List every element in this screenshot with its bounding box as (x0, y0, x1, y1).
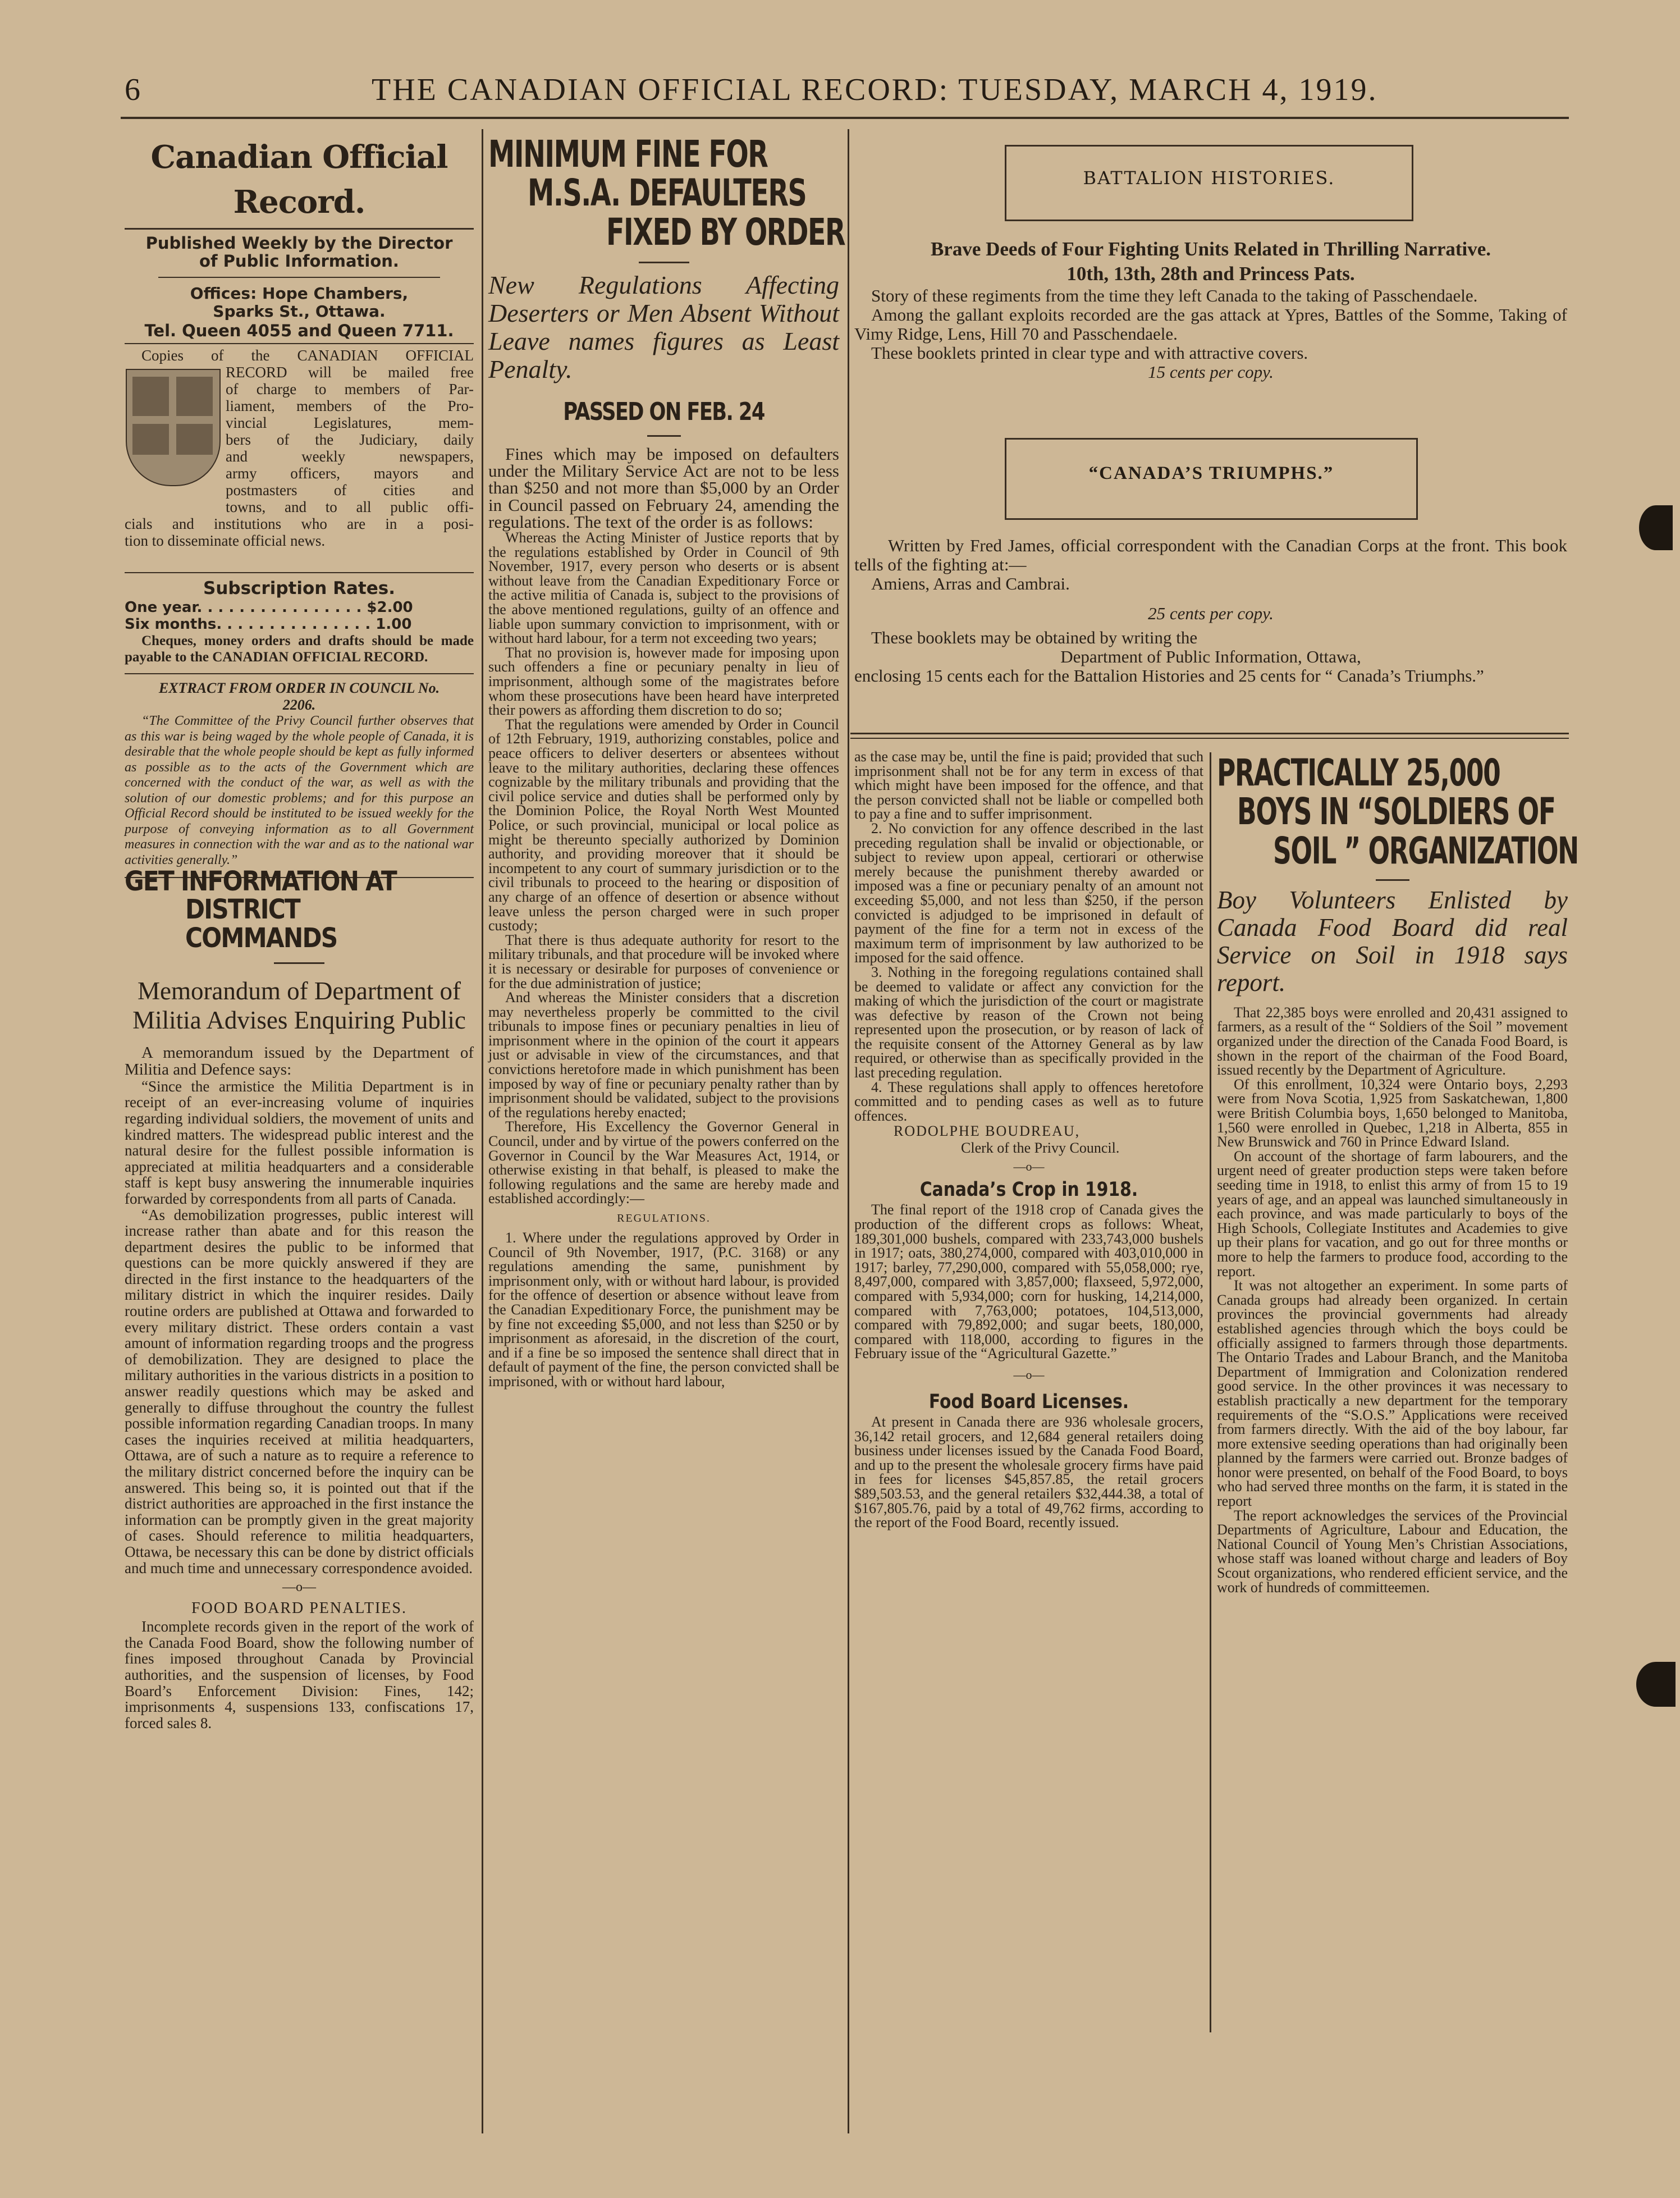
district-para-1: “Since the armistice the Militia Department is in receipt of an ever-increasing volume of inquiries regarding individual soldiers, the movement of units and kindred matters. The widespread public interest and the natural desire for the fullest possible information is appreciated at militia headquarters and a considerable staff is kept busy answering the innumerable inquiries forwarded by correspondents from all parts of Canada. (125, 1077, 474, 1207)
copies-block (125, 348, 474, 570)
regulation-2: 2. No conviction for any offence described in the last preceding regulation shall be invalid or objectionable, or subject to review upon appeal, certiorari or otherwise merely because the punishment thereby awarded or imposed was a fine or pecuniary penalty of an amount not exceeding $5,000, and not less than $250, if the person convicted is adjudged to be imprisoned in default of payment of the fine for a term not in excess of the maximum term of imprisonment by law authorized to be imposed for the said offence. (854, 820, 1203, 966)
boys-headline-2: BOYS IN “SOLDIERS OF (1237, 790, 1555, 834)
msa-para-0: Whereas the Acting Minister of Justice reports that by the regulations established by Order in Council of 9th November, 1917, every person who deserts or is absent without leave from the Canadian Expeditionary Force or the active militia of Canada is, subject to the provisions of the above mentioned regulations, guilty of an offence and liable upon summary conviction to imprisonment, with or without hard labour, for a term not exceeding two years; (488, 529, 839, 647)
regulation-4: 4. These regulations shall apply to offences heretofore committed and to pending cases as well as to future offences. (854, 1079, 1203, 1124)
copies-line-4: vincial Legislatures, mem- (226, 414, 474, 431)
triumphs-p4: Written by Fred James, official correspondent with the Canadian Corps at the front. This book tells of the fighting at:— (854, 536, 1567, 574)
boys-headline-1: PRACTICALLY 25,000 (1217, 751, 1500, 794)
subscription-cheques: Cheques, money orders and drafts should be made payable to the CANADIAN OFFICIAL RECORD. (125, 633, 474, 665)
copies-line-9: towns, and to all public offi- (226, 499, 474, 515)
battalion-sub1: Brave Deeds of Four Fighting Units Related in Thrilling Narrative. (930, 238, 1491, 260)
battalion-price1: 15 cents per copy. (1148, 362, 1274, 382)
battalion-sub2: 10th, 13th, 28th and Princess Pats. (1066, 263, 1355, 285)
food-board-penalties-text: Incomplete records given in the report of the work of the Canada Food Board, show the following number of fines imposed throughout Canada by Provincial authorities, and the suspension of licenses, by Food Board’s Enforcement Division: Fines, 142; imprisonments 4, suspensions 133, confiscations 17, forced sales 8. (125, 1618, 474, 1731)
copies-line-5: bers of the Judiciary, daily (226, 431, 474, 448)
extract-text: “The Committee of the Privy Council further observes that as this war is being waged by the whole people of Canada, it is desirable that the whole people should be kept as fully informed as possible as to the acts of the Government which are concerned with the conduct of the war, as well as with the solution of our domestic problems; and for this purpose an Official Record should be instituted to be issued weekly for the purpose of conveying information as to all Government measures in connection with the war and as to the national war activities generally.” (125, 714, 474, 867)
copies-line-11: tion to disseminate official news. (125, 532, 326, 549)
msa-para-1: That no provision is, however made for imposing upon such offenders a fine or pecuniary penalty in lieu of imprisonment, although some of the magistrates before whom these prosecutions have been heard have interpreted their powers as affording them discretion to do so; (488, 644, 839, 719)
masthead-title: Canadian Official Record. (150, 139, 448, 221)
masthead-offices: Offices: Hope Chambers, Sparks St., Ottawa. (190, 284, 409, 321)
boys-para-1: Of this enrollment, 10,324 were Ontario boys, 2,293 were from Nova Scotia, 1,925 from Saskatchewan, 1,800 were British Columbia boys, 1,650 belonged to Manitoba, 1,560 were enrolled in Quebec, 1,218 in Alberta, 855 in New Brunswick and 760 in Prince Edward Island. (1217, 1076, 1568, 1150)
triumphs-p7: Department of Public Information, Ottawa, (1060, 647, 1361, 666)
msa-article (488, 132, 845, 1390)
column-rule-3 (1210, 752, 1211, 2032)
district-headline-2: DISTRICT COMMANDS (185, 894, 337, 954)
coat-of-arms-icon (126, 369, 221, 486)
district-headline-1: GET INFORMATION AT (125, 866, 396, 897)
crop-title: Canada’s Crop in 1918. (919, 1178, 1138, 1201)
regulations-title: REGULATIONS. (617, 1212, 711, 1224)
msa-headline-2: M.S.A. DEFAULTERS (528, 171, 807, 215)
signature-name: RODOLPHE BOUDREAU, (894, 1123, 1081, 1140)
crop-separator-2: —o— (1013, 1367, 1045, 1382)
boys-para-3: It was not altogether an experiment. In some parts of Canada groups had already been organized. In certain provinces the provincial governments had already established agencies through which the boys could be officially assigned to farmers through those departments. The Ontario Trades and Labour Branch, and the Manitoba Department of Immigration and Colonization rendered good service. In the other provinces it was necessary to establish practically a new department for the temporary requirements of the “S.O.S.” Applications were received from farmers directly. With the aid of the boy labour, far more extensive seeding operations than had originally been planned by the farmers were carried out. Bronze badges of honor were presented, on behalf of the Food Board, to boys who had served three months on the farm, it is stated in the report (1217, 1277, 1568, 1510)
msa-headline-3: FIXED BY ORDER (606, 210, 845, 254)
regulation-1: 1. Where under the regulations approved by Order in Council of 9th November, 1917, (P.C. 3168) or any regulations amending the same, punishment by imprisonment only, with or without hard labour, is provided for the offence of desertion or absence without leave from the Canadian Expeditionary Force, the punishment may be by fine not exceeding $5,000, and not less than $250 or by imprisonment as aforesaid, in the discretion of the court, and if a fine be so imposed the sentence shall direct that in default of payment of the fine, the person convicted shall be imprisoned, with or without hard labour, (488, 1230, 839, 1390)
crop-separator: —o— (1013, 1159, 1045, 1174)
msa-headline-1: MINIMUM FINE FOR (488, 132, 768, 176)
triumphs-p6: These booklets may be obtained by writing the (871, 628, 1198, 647)
copies-line-3: liament, members of the Pro- (226, 397, 474, 414)
masthead-published: Published Weekly by the Director of Public Information. (145, 234, 453, 271)
triumphs-box-title: “CANADA’S TRIUMPHS.” (1088, 463, 1334, 483)
triumphs-article (854, 536, 1567, 686)
battalion-p1: Story of these regiments from the time they left Canada to the taking of Passchendaele. (871, 286, 1478, 305)
subscription-six-months: Six months. . . . . . . . . . . . . . . 1.00 (125, 616, 412, 633)
boys-subhead: Boy Volunteers Enlisted by Canada Food Board did real Service on Soil in 1918 says report. (1217, 885, 1568, 997)
subscription-one-year: One year. . . . . . . . . . . . . . . . $2.00 (125, 599, 413, 616)
district-subhead: Memorandum of Department of Militia Advises Enquiring Public (132, 977, 466, 1035)
copies-line-6: and weekly newspapers, (226, 448, 474, 465)
district-separator: —o— (282, 1580, 316, 1595)
crop-text: The final report of the 1918 crop of Canada gives the production of the different crops as follows: Wheat, 189,301,000 bushels, compared with 233,743,000 bushels in 1917; oats, 380,274,000, compared with 403,010,000 in 1917; barley, 77,290,000, compared with 55,058,000; rye, 8,497,000, compared with 3,857,000; flaxseed, 5,972,000, compared with 5,934,000; corn for husking, 14,214,000, compared with 7,763,000; potatoes, 104,513,000, compared with 79,892,000; and sugar beets, 180,000, compared with 118,000, according to figures in the February issue of the “Agricultural Gazette.” (854, 1201, 1203, 1362)
extract-title: EXTRACT FROM ORDER IN COUNCIL No. 2206. (158, 680, 440, 713)
triumphs-p8: enclosing 15 cents each for the Battalion Histories and 25 cents for “ Canada’s Triumphs.” (854, 666, 1484, 686)
msa-para-2: That the regulations were amended by Order in Council of 12th February, 1919, authorizing constables, police and peace officers to deliver deserters or absentees without leave to the military authorities, declaring these offences cognizable by the military tribunals and providing that the civil police service and duties shall be performed only by the Dominion Police, the Royal North West Mounted Police, or such provincial, municipal or local police as might be thereunto specially authorized by Dominion authority, and providing moreover that it should be incompetent to any court of summary jurisdiction or to the civil tribunals to proceed to the hearing or disposition of any charge of an offence of desertion or absence without leave unless the person charged were in such proper custody; (488, 716, 839, 934)
food-licenses-title: Food Board Licenses. (928, 1390, 1129, 1413)
signature-title: Clerk of the Privy Council. (961, 1140, 1120, 1157)
msa-passed-head: PASSED ON FEB. 24 (563, 397, 765, 426)
masthead (125, 135, 474, 878)
boys-para-4: The report acknowledges the services of the Provincial Departments of Agriculture, Labour and Education, the National Council of Young Men’s Christian Associations, whose staff was loaned without charge and leaders of Boy Scout organizations, who rendered efficient service, and the work of hundreds of committeemen. (1217, 1507, 1568, 1596)
binding-hole-icon (1639, 505, 1673, 550)
triumphs-p5: Amiens, Arras and Cambrai. (871, 574, 1070, 593)
boys-article (1217, 751, 1578, 1596)
column-rule-1 (482, 129, 483, 2133)
copies-line-1: RECORD will be mailed free (226, 364, 474, 381)
district-article (125, 867, 474, 1731)
copies-line-10: cials and institutions who are in a posi- (125, 515, 474, 532)
battalion-p3: These booklets printed in clear type and with attractive covers. (871, 343, 1308, 363)
subscription-title: Subscription Rates. (203, 578, 395, 598)
boys-para-0: That 22,385 boys were enrolled and 20,431 assigned to farmers, as a result of the “ Soldiers of the Soil ” movement organized under the direction of the Canada Food Board, is shown in the report of the chairman of the Food Board, issued recently by the Department of Agriculture. (1217, 1004, 1568, 1079)
food-licenses-text: At present in Canada there are 936 wholesale grocers, 36,142 retail grocers, and 12,684 general retailers doing business under licenses issued by the Canada Food Board, and up to the present the wholesale grocery firms have paid in fees for licenses $45,857.85, the retail grocers $89,503.53, and the general retailers $32,444.38, a total of $167,805.76, paid by a total of 49,762 firms, according to the report of the Food Board, recently issued. (854, 1413, 1203, 1531)
msa-subhead: New Regulations Affecting Deserters or Men Absent Without Leave names figures as Least Penalty. (488, 270, 839, 383)
district-para-0: A memorandum issued by the Department of Militia and Defence says: (125, 1044, 474, 1079)
msa-para-3: That there is thus adequate authority for resort to the military tribunals, and that procedure will be invoked where it is necessary or desirable for purposes of convenience or for the due administration of justice; (488, 931, 839, 991)
battalion-article (854, 237, 1567, 382)
boys-headline-3: SOIL ” ORGANIZATION (1273, 829, 1578, 872)
section-rule (850, 733, 1569, 734)
masthead-tel: Tel. Queen 4055 and Queen 7711. (144, 321, 454, 340)
boys-para-2: On account of the shortage of farm labourers, and the urgent need of greater production steps were taken before seeding time in 1918, to enlist this army of from 15 to 19 years of age, and an appeal was launched simultaneously in each province, and was made particularly to boys of the High Schools, Collegiate Institutes and Academies to give up their plans for vacation, and go out for three months or more to help the farmers to produce food, according to the report. (1217, 1148, 1568, 1279)
battalion-p2: Among the gallant exploits recorded are the gas attack at Ypres, Battles of the Somme, Taking of Vimy Ridge, Lens, Hill 70 and Passchendaele. (854, 305, 1567, 344)
district-para-2: “As demobilization progresses, public interest will increase rather than abate and for this reason the department desires the public to be informed that questions can be more quickly answered if they are directed in the first instance to the headquarters of the military district in which the inquirer resides. Daily routine orders are published at Ottawa and forwarded to every military district. These orders contain a vast amount of information regarding troops and the progress of demobilization. They are designed to place the military authorities in the various districts in a position to answer readily questions which may be asked and generally to diffuse throughout the country the fullest possible information regarding Canadian troops. In many cases the inquiries received at militia headquarters, Ottawa, are of such a nature as to require a reference to the military district concerned before the inquiry can be answered. This being so, it is pointed out that if the district authorities are approached in the first instance the information can be promptly given in the great majority of cases. Should reference to militia headquarters, Ottawa, be necessary this can be done by district officials and much time and unnecessary correspondence avoided. (125, 1206, 474, 1576)
triumphs-price2: 25 cents per copy. (1148, 604, 1274, 623)
copies-line-0: Copies of the CANADIAN OFFICIAL (141, 347, 474, 364)
msa-cont: as the case may be, until the fine is paid; provided that such imprisonment shall not be for any term in excess of that which might have been imposed for the offence, and that the person convicted shall not be liable or compelled both to pay a fine and to suffer imprisonment. (854, 748, 1203, 822)
copies-line-7: army officers, mayors and (226, 465, 474, 482)
food-board-penalties-title: FOOD BOARD PENALTIES. (191, 1600, 407, 1617)
battalion-box-title: BATTALION HISTORIES. (1083, 167, 1335, 189)
page-number: 6 (125, 72, 142, 107)
msa-para-4: And whereas the Minister considers that a discretion may nevertheless properly be committed to the civil tribunals to impose fines or pecuniary penalties in lieu of imprisonment where in the opinion of the court it appears just or advisable in view of the circumstances, and that convictions heretofore made in which punishment has been imposed by way of fine or pecuniary penalty rather than by imprisonment should be validated, subject to the provisions of the regulations hereby enacted; (488, 989, 839, 1121)
regulation-3: 3. Nothing in the foregoing regulations contained shall be deemed to validate or affect any conviction for the making of which the jurisdiction of the court or magistrate was defective by reason of the Crown not being represented upon the prosecution, or by reason of lack of the requisite consent of the Attorney General as by law required, or otherwise than as specifically provided in the last preceding regulation. (854, 963, 1203, 1081)
msa-lead: Fines which may be imposed on defaulters under the Military Service Act are not to be less than $250 and not more than $5,000 by an Order in Council passed on February 24, amending the regulations. The text of the order is as follows: (488, 444, 839, 532)
copies-line-2: of charge to members of Par- (226, 381, 474, 397)
binding-hole-icon (1636, 1662, 1676, 1707)
page-title: THE CANADIAN OFFICIAL RECORD: TUESDAY, MARCH 4, 1919. (372, 72, 1378, 107)
msa-para-5: Therefore, His Excellency the Governor General in Council, under and by virtue of the powers conferred on the Governor in Council by the War Measures Act, 1914, or otherwise existing in that behalf, is pleased to make the following regulations and the same are hereby made and established accordingly:— (488, 1118, 839, 1207)
section-rule-b (850, 738, 1569, 739)
copies-line-8: postmasters of cities and (226, 482, 474, 499)
header-rule (121, 117, 1569, 119)
msa-continuation (854, 750, 1203, 1530)
column-rule-2 (848, 129, 849, 2133)
